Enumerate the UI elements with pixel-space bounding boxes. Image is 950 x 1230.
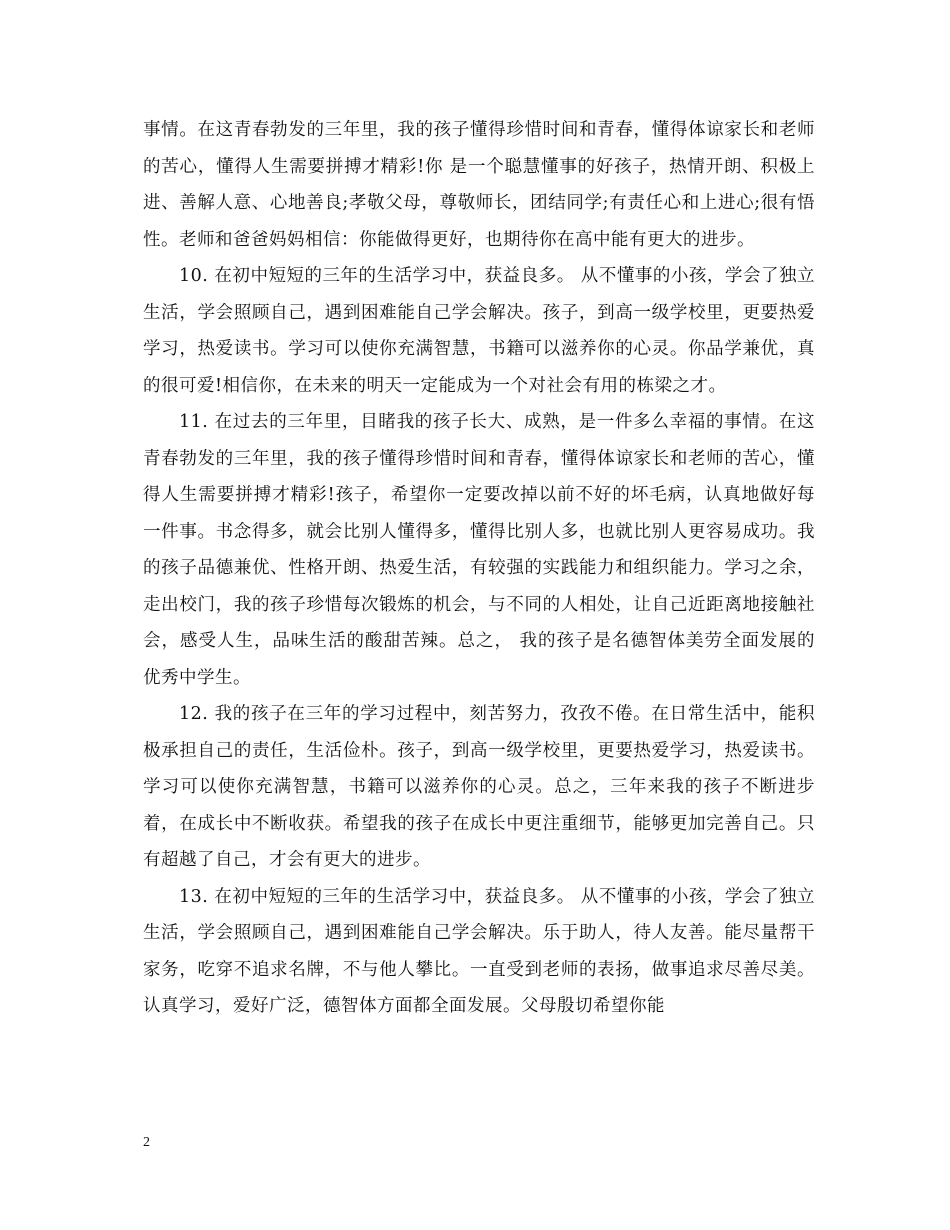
paragraph-item-11: 11. 在过去的三年里，目睹我的孩子长大、成熟，是一件多么幸福的事情。在这青春勃发的三年里，我的孩子懂得珍惜时间和青春，懂得体谅家长和老师的苦心，懂得人生需要拼搏才精彩!孩子，希望你一定要改掉以前不好的坏毛病，认真地做好每一件事。书念得多，就会比别人懂得多，懂得比别人多，也就比别人更容易成功。我的孩子品德兼优、性格开朗、热爱生活，有较强的实践能力和组织能力。学习之余，走出校门，我的孩子珍惜每次锻炼的机会，与不同的人相处，让自己近距离地接触社会，感受人生，品味生活的酸甜苦辣。总之， 我的孩子是名德智体美劳全面发展的优秀中学生。 <box>143 412 815 688</box>
paragraph-item-10: 10. 在初中短短的三年的生活学习中，获益良多。 从不懂事的小孩，学会了独立生活，学会照顾自己，遇到困难能自己学会解决。孩子，到高一级学校里，更要热爱学习，热爱读书。学习可以使你充满智慧，书籍可以滋养你的心灵。你品学兼优，真的很可爱!相信你，在未来的明天一定能成为一个对社会有用的栋梁之才。 <box>143 266 815 396</box>
page-number: 2 <box>143 1135 150 1150</box>
paragraph-item-13: 13. 在初中短短的三年的生活学习中，获益良多。 从不懂事的小孩，学会了独立生活，学会照顾自己，遇到困难能自己学会解决。乐于助人，待人友善。能尽量帮干家务，吃穿不追求名牌，不与他人攀比。一直受到老师的表扬，做事追求尽善尽美。认真学习，爱好广泛，德智体方面都全面发展。父母殷切希望你能 <box>143 886 815 1016</box>
document-body <box>143 112 815 1025</box>
paragraph-item-12: 12. 我的孩子在三年的学习过程中，刻苦努力，孜孜不倦。在日常生活中，能积极承担自己的责任，生活俭朴。孩子，到高一级学校里，更要热爱学习，热爱读书。学习可以使你充满智慧，书籍可以滋养你的心灵。总之，三年来我的孩子不断进步着，在成长中不断收获。希望我的孩子在成长中更注重细节，能够更加完善自己。只有超越了自己，才会有更大的进步。 <box>143 704 815 870</box>
paragraph-continuation: 事情。在这青春勃发的三年里，我的孩子懂得珍惜时间和青春，懂得体谅家长和老师的苦心，懂得人生需要拼搏才精彩!你 是一个聪慧懂事的好孩子，热情开朗、积极上进、善解人意、心地善良;孝敬父母，尊敬师长，团结同学;有责任心和上进心;很有悟性。老师和爸爸妈妈相信：你能做得更好，也期待你在高中能有更大的进步。 <box>143 120 815 250</box>
